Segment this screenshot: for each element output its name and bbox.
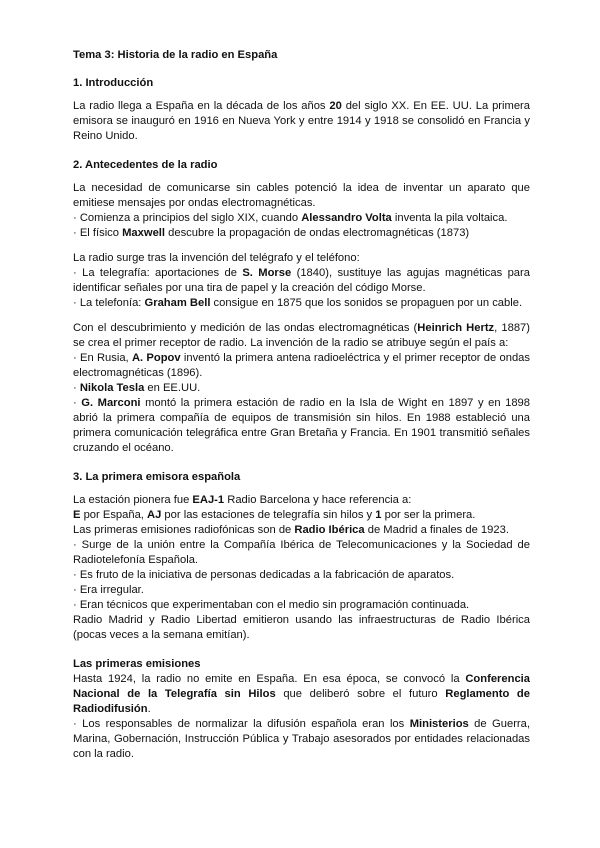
bullet-bell: · La telefonía: Graham Bell consigue en 1875 que los sonidos se propaguen por un cable.: [73, 297, 523, 309]
paragraph-telegrafo: La radio surge tras la invención del telégrafo y el teléfono:: [73, 252, 360, 264]
section-heading-introduccion: 1. Introducción: [73, 77, 154, 89]
bullet-tecnicos: · Eran técnicos que experimentaban con el medio sin programación continuada.: [73, 599, 470, 611]
document-title: Tema 3: Historia de la radio en España: [73, 49, 278, 61]
paragraph-hertz: Con el descubrimiento y medición de las ondas electromagnéticas (Heinrich Hertz, 1887) se crea el primer receptor de radio. La invención de la radio se atribuye según el país a:: [73, 322, 530, 349]
bullet-iniciativa: · Es fruto de la iniciativa de personas dedicadas a la fabricación de aparatos.: [73, 569, 455, 581]
paragraph-conferencia: Hasta 1924, la radio no emite en España. En esa época, se convocó la Conferencia Nacional de la Telegrafía sin Hilos que deliberó sobre el futuro Reglamento de Radiodifusión.: [73, 673, 530, 715]
bullet-union: · Surge de la unión entre la Compañía Ibérica de Telecomunicaciones y la Sociedad de Radiotelefonía Española.: [73, 539, 530, 566]
paragraph-eaj1: La estación pionera fue EAJ-1 Radio Barcelona y hace referencia a:: [73, 494, 412, 506]
bullet-volta: · Comienza a principios del siglo XIX, cuando Alessandro Volta inventa la pila voltaica.: [73, 212, 508, 224]
section-heading-primera-emisora: 3. La primera emisora española: [73, 471, 241, 483]
bullet-tesla: · Nikola Tesla en EE.UU.: [73, 382, 201, 394]
bullet-morse: · La telegrafía: aportaciones de S. Morse (1840), sustituye las agujas magnéticas para identificar señales por una tira de papel y la creación del código Morse.: [73, 267, 530, 294]
section-heading-antecedentes: 2. Antecedentes de la radio: [73, 159, 218, 171]
paragraph-necesidad: La necesidad de comunicarse sin cables potenció la idea de inventar un aparato que emitiese mensajes por ondas electromagnéticas.: [73, 182, 530, 209]
paragraph-radio-iberica: Las primeras emisiones radiofónicas son de Radio Ibérica de Madrid a finales de 1923.: [73, 524, 509, 536]
paragraph-radio-madrid: Radio Madrid y Radio Libertad emitieron usando las infraestructuras de Radio Ibérica (pocas veces a la semana emitían).: [73, 614, 530, 641]
paragraph-intro: La radio llega a España en la década de los años 20 del siglo XX. En EE. UU. La primera emisora se inauguró en 1916 en Nueva York y entre 1914 y 1918 se consolidó en Francia y Reino Unido.: [73, 100, 530, 142]
bullet-marconi: · G. Marconi montó la primera estación de radio en la Isla de Wight en 1897 y en 1898 abrió la primera compañía de equipos de transmisión sin hilos. En 1988 estableció una primera comunicación telegráfica entre Gran Bretaña y Francia. En 1901 transmitió señales cruzando el océano.: [73, 397, 530, 454]
bullet-ministerios: · Los responsables de normalizar la difusión española eran los Ministerios de Guerra, Marina, Gobernación, Instrucción Pública y Trabajo asesorados por entidades relacionadas con la radio.: [73, 718, 530, 760]
bullet-maxwell: · El físico Maxwell descubre la propagación de ondas electromagnéticas (1873): [73, 227, 470, 239]
bullet-irregular: · Era irregular.: [73, 584, 144, 596]
section-heading-primeras-emisiones: Las primeras emisiones: [73, 658, 201, 670]
paragraph-eaj1-meaning: E por España, AJ por las estaciones de telegrafía sin hilos y 1 por ser la primera.: [73, 509, 476, 521]
bullet-popov: · En Rusia, A. Popov inventó la primera antena radioeléctrica y el primer receptor de ondas electromagnéticas (1896).: [73, 352, 530, 379]
